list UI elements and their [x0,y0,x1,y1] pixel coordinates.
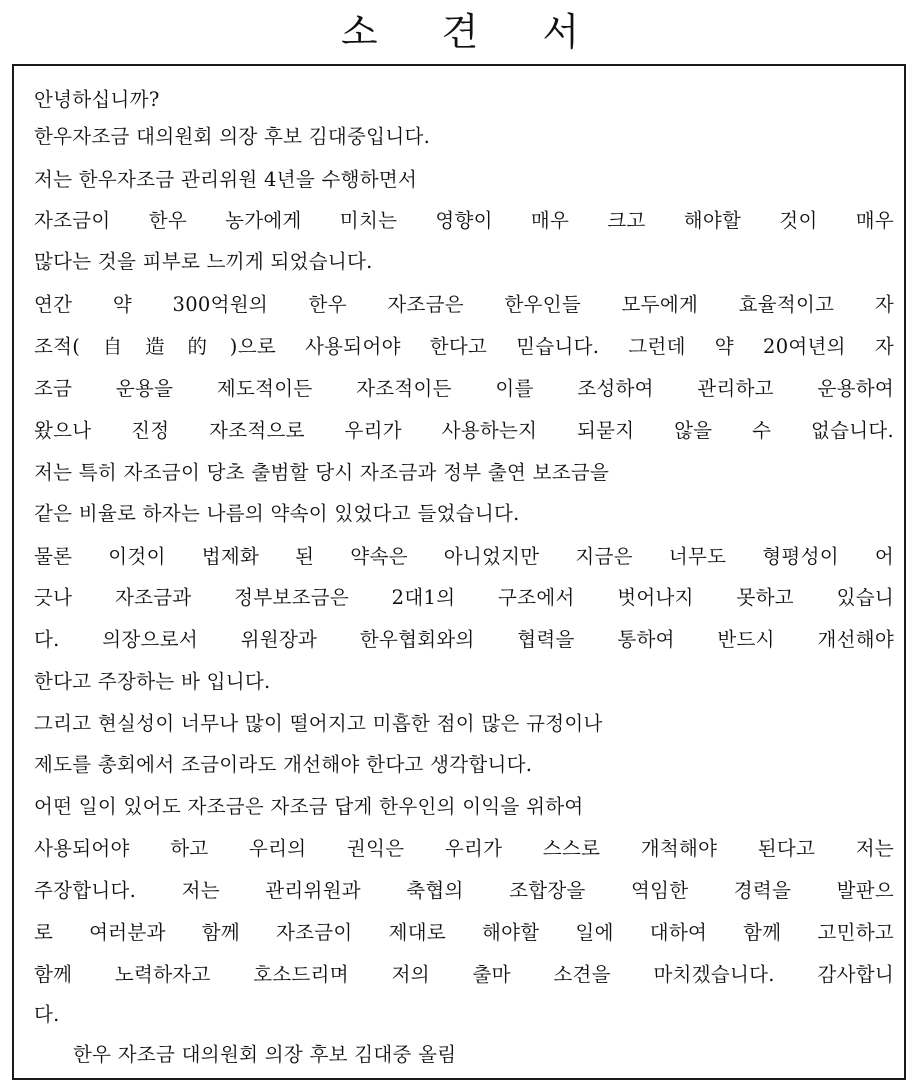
text-line-15: 한다고 주장하는 바 입니다. [34,670,271,693]
text-line-17: 제도를 총회에서 조금이라도 개선해야 한다고 생각합니다. [34,753,533,776]
text-line-10: 저는 특히 자조금이 당초 출범할 당시 자조금과 정부 출연 보조금을 [34,461,610,484]
text-line-4: 자조금이 한우 농가에게 미치는 영향이 매우 크고 해야할 것이 매우 [34,209,894,232]
text-line-21: 로 여러분과 함께 자조금이 제대로 해야할 일에 대하여 함께 고민하고 [34,921,894,944]
text-line-14: 다. 의장으로서 위원장과 한우협회와의 협력을 통하여 반드시 개선해야 [34,628,894,651]
text-line-1: 안녕하십니까? [34,88,160,111]
text-line-20: 주장합니다. 저는 관리위원과 축협의 조합장을 역임한 경력을 발판으 [34,879,894,902]
text-line-7: 조적(自造的)으로 사용되어야 한다고 믿습니다. 그런데 약 20여년의 자 [34,335,894,358]
text-line-3: 저는 한우자조금 관리위원 4년을 수행하면서 [34,168,418,191]
text-line-6: 연간 약 300억원의 한우 자조금은 한우인들 모두에게 효율적이고 자 [34,293,894,316]
statement-box [12,64,906,1080]
text-line-16: 그리고 현실성이 너무나 많이 떨어지고 미흡한 점이 많은 규정이나 [34,712,603,735]
signature-line: 한우 자조금 대의원회 의장 후보 김대중 올림 [34,1043,457,1066]
text-line-9: 왔으나 진정 자조적으로 우리가 사용하는지 되묻지 않을 수 없습니다. [34,419,894,442]
text-line-23: 다. [34,1003,60,1026]
text-line-13: 긋나 자조금과 정부보조금은 2대1의 구조에서 벗어나지 못하고 있습니 [34,586,894,609]
text-line-18: 어떤 일이 있어도 자조금은 자조금 답게 한우인의 이익을 위하여 [34,795,584,818]
document-title: 소 견 서 [340,10,606,54]
text-line-12: 물론 이것이 법제화 된 약속은 아니었지만 지금은 너무도 형평성이 어 [34,545,894,568]
text-line-22: 함께 노력하자고 호소드리며 저의 출마 소견을 마치겠습니다. 감사합니 [34,963,894,986]
text-line-8: 조금 운용을 제도적이든 자조적이든 이를 조성하여 관리하고 운용하여 [34,377,894,400]
text-line-11: 같은 비율로 하자는 나름의 약속이 있었다고 들었습니다. [34,502,520,525]
text-line-5: 많다는 것을 피부로 느끼게 되었습니다. [34,250,373,273]
text-line-2: 한우자조금 대의원회 의장 후보 김대중입니다. [34,125,431,148]
text-line-19: 사용되어야 하고 우리의 권익은 우리가 스스로 개척해야 된다고 저는 [34,837,894,860]
